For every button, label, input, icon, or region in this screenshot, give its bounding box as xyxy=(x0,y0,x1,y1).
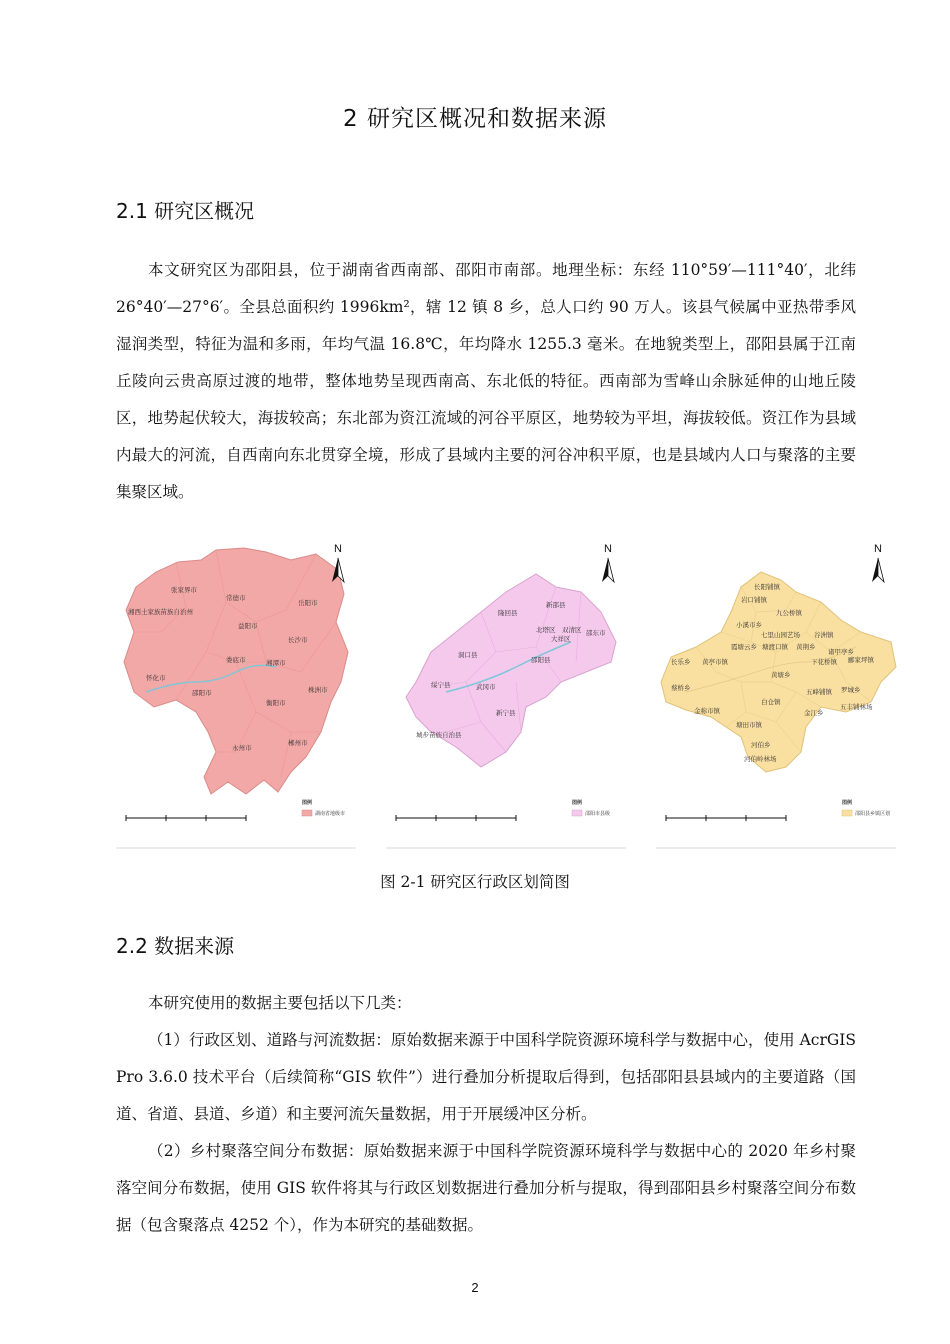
svg-text:郴州市: 郴州市 xyxy=(288,739,308,747)
svg-text:河伯岭林场: 河伯岭林场 xyxy=(744,755,777,763)
svg-text:武冈市: 武冈市 xyxy=(476,683,496,691)
svg-text:霞塘云乡: 霞塘云乡 xyxy=(731,643,757,651)
page-number: 2 xyxy=(471,1280,479,1295)
svg-text:邵阳市县级: 邵阳市县级 xyxy=(585,811,611,817)
north-arrow xyxy=(332,543,344,582)
svg-text:湖南省地级市: 湖南省地级市 xyxy=(315,811,346,817)
svg-text:邵阳县: 邵阳县 xyxy=(531,656,551,664)
svg-text:绥宁县: 绥宁县 xyxy=(431,681,451,689)
svg-text:洞口县: 洞口县 xyxy=(458,651,478,659)
svg-text:岩口铺镇: 岩口铺镇 xyxy=(741,596,767,604)
svg-text:七里山园艺场: 七里山园艺场 xyxy=(761,631,800,639)
chapter-title: 2 研究区概况和数据来源 xyxy=(343,106,607,132)
svg-text:蔡桥乡: 蔡桥乡 xyxy=(671,684,691,692)
legend xyxy=(842,799,890,817)
svg-text:长乐乡: 长乐乡 xyxy=(671,658,691,666)
svg-text:长沙市: 长沙市 xyxy=(288,636,308,644)
legend xyxy=(302,799,345,817)
svg-text:N: N xyxy=(334,543,342,555)
svg-text:张家界市: 张家界市 xyxy=(171,586,197,594)
svg-text:隆回县: 隆回县 xyxy=(498,609,518,617)
svg-text:下花桥镇: 下花桥镇 xyxy=(811,658,837,666)
svg-text:郦家坪镇: 郦家坪镇 xyxy=(848,656,874,664)
svg-text:九公桥镇: 九公桥镇 xyxy=(776,609,802,617)
svg-text:城步苗族自治县: 城步苗族自治县 xyxy=(416,731,462,739)
svg-text:白仓镇: 白仓镇 xyxy=(761,698,781,706)
svg-text:邵阳市: 邵阳市 xyxy=(192,689,212,697)
figure-maps xyxy=(116,532,906,850)
map-hunan-province xyxy=(116,532,356,850)
scale-bar xyxy=(126,815,246,821)
svg-text:双清区: 双清区 xyxy=(562,626,582,634)
svg-text:新邵县: 新邵县 xyxy=(546,601,566,609)
svg-text:邵东市: 邵东市 xyxy=(586,629,606,637)
legend xyxy=(572,799,610,817)
svg-text:黄塘乡: 黄塘乡 xyxy=(771,671,791,679)
svg-text:株洲市: 株洲市 xyxy=(308,686,328,694)
svg-text:常德市: 常德市 xyxy=(226,594,246,602)
svg-text:永州市: 永州市 xyxy=(232,744,252,752)
scale-bar xyxy=(666,815,786,821)
svg-text:金江乡: 金江乡 xyxy=(804,709,824,717)
svg-text:黄荆乡: 黄荆乡 xyxy=(796,643,816,651)
svg-text:北塔区: 北塔区 xyxy=(536,626,556,634)
svg-text:图例: 图例 xyxy=(842,800,853,806)
section-heading-2-2: 2.2 数据来源 xyxy=(116,934,235,958)
svg-text:五丰铺林场: 五丰铺林场 xyxy=(840,703,873,711)
svg-text:图例: 图例 xyxy=(302,800,313,806)
svg-text:河伯乡: 河伯乡 xyxy=(751,741,771,749)
svg-text:邵阳县乡镇区划: 邵阳县乡镇区划 xyxy=(855,811,891,817)
map-shaoyang-city xyxy=(386,532,626,850)
north-arrow xyxy=(872,543,884,582)
svg-text:新宁县: 新宁县 xyxy=(496,709,516,717)
svg-text:黄亭市镇: 黄亭市镇 xyxy=(702,658,728,666)
svg-text:N: N xyxy=(604,543,612,555)
study-area-paragraph: 本文研究区为邵阳县，位于湖南省西南部、邵阳市南部。地理坐标：东经 110°59′—111°40′，北纬 26°40′—27°6′。全县总面积约 1996km²，辖 12 镇 8 乡，总人口约 90 万人。该县气候属中亚热带季风湿润类型，特征为温和多雨，年均气温 16.8℃，年均降水 1255.3 毫米。在地貌类型上，邵阳县属于江南丘陵向云贵高原过渡的地带，整体地势呈现西南高、东北低的特征。西南部为雪峰山余脉延伸的山地丘陵区，地势起伏较大，海拔较高；东北部为资江流域的河谷平原区，地势较为平坦，海拔较低。资江作为县域内最大的河流，自西南向东北贯穿全境，形成了县域内主要的河谷冲积平原，也是县域内人口与聚落的主要集聚区域。 xyxy=(116,261,856,501)
section-heading-2-1: 2.1 研究区概况 xyxy=(116,199,255,223)
svg-text:五峰铺镇: 五峰铺镇 xyxy=(806,688,832,696)
data-source-item-2: （2）乡村聚落空间分布数据：原始数据来源于中国科学院资源环境科学与数据中心的 2020 年乡村聚落空间分布数据，使用 GIS 软件将其与行政区划数据进行叠加分析与提取，得到邵阳县乡村聚落空间分布数据（包含聚落点 4252 个），作为本研究的基础数据。 xyxy=(116,1142,856,1234)
svg-text:小溪市乡: 小溪市乡 xyxy=(736,621,762,629)
svg-text:塘田市镇: 塘田市镇 xyxy=(736,721,762,729)
data-sources-intro: 本研究使用的数据主要包括以下几类： xyxy=(148,994,412,1012)
svg-text:益阳市: 益阳市 xyxy=(238,622,258,630)
svg-text:湘潭市: 湘潭市 xyxy=(266,659,286,667)
data-source-item-1: （1）行政区划、道路与河流数据：原始数据来源于中国科学院资源环境科学与数据中心，使用 AcrGIS Pro 3.6.0 技术平台（后续简称“GIS 软件”）进行叠加分析提取后得到，包括邵阳县县域内的主要道路（国道、省道、县道、乡道）和主要河流矢量数据，用于开展缓冲区分析。 xyxy=(116,1031,856,1123)
svg-text:罗城乡: 罗城乡 xyxy=(841,686,861,694)
svg-text:岳阳市: 岳阳市 xyxy=(298,599,318,607)
svg-text:长阳铺镇: 长阳铺镇 xyxy=(754,583,780,591)
figure-caption: 图 2-1 研究区行政区划简图 xyxy=(380,873,570,891)
svg-text:诸甲亭乡: 诸甲亭乡 xyxy=(828,648,854,656)
svg-text:图例: 图例 xyxy=(572,800,583,806)
map-shaoyang-county xyxy=(656,532,896,850)
svg-text:湘西土家族苗族自治州: 湘西土家族苗族自治州 xyxy=(128,608,193,616)
svg-text:大祥区: 大祥区 xyxy=(551,635,571,643)
svg-text:谷洲镇: 谷洲镇 xyxy=(814,631,834,639)
svg-text:怀化市: 怀化市 xyxy=(146,674,166,682)
svg-text:金称市镇: 金称市镇 xyxy=(694,707,720,715)
hunan-map-shape xyxy=(124,548,348,794)
svg-text:娄底市: 娄底市 xyxy=(226,656,246,664)
svg-text:衡阳市: 衡阳市 xyxy=(266,699,286,707)
svg-text:塘渡口镇: 塘渡口镇 xyxy=(762,643,788,651)
scale-bar xyxy=(396,815,516,821)
svg-text:N: N xyxy=(874,543,882,555)
north-arrow xyxy=(602,543,614,582)
